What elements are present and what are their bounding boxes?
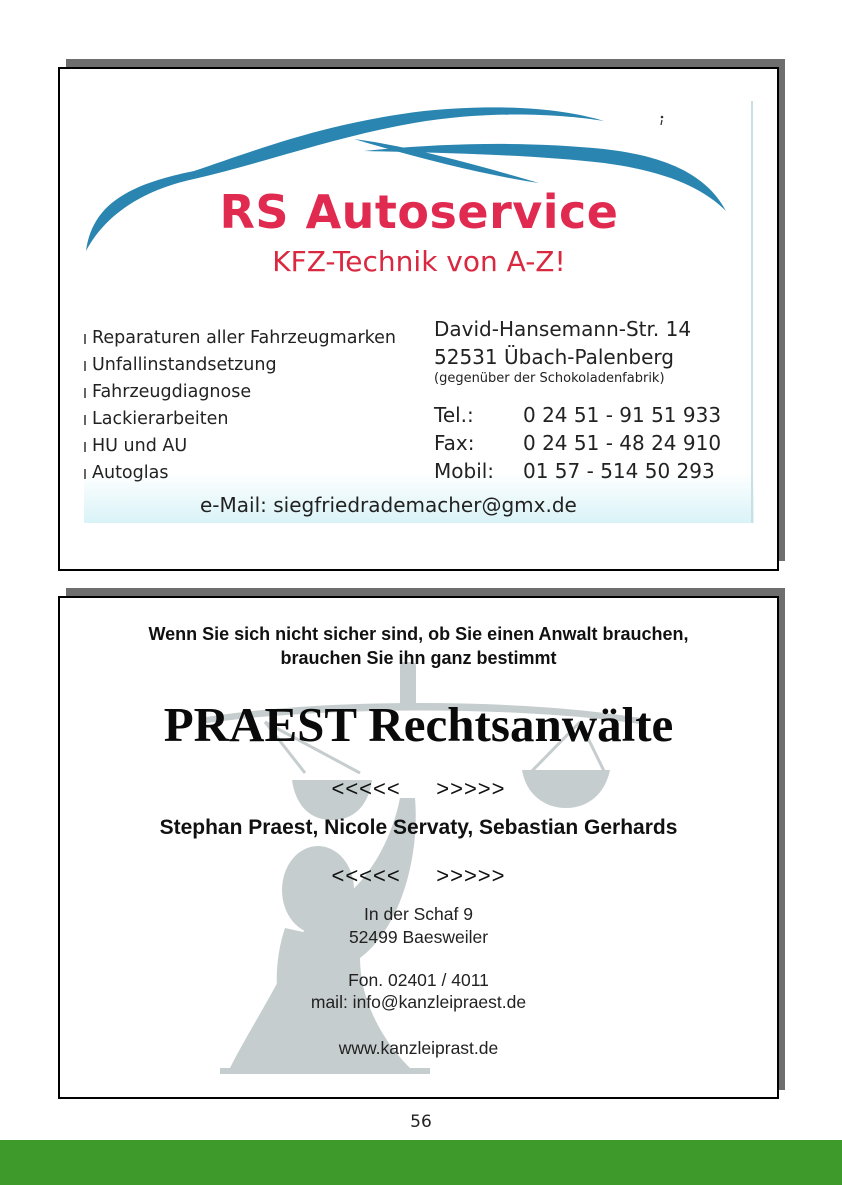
phone-number: 0 24 51 - 91 51 933: [523, 403, 722, 427]
separator: <<<<< >>>>>: [331, 863, 506, 888]
fax-row: [434, 429, 721, 457]
service-item: Unfallinstandsetzung: [84, 352, 396, 379]
service-item: Reparaturen aller Fahrzeugmarken: [84, 325, 396, 352]
street: In der Schaf 9: [364, 904, 473, 924]
separator: <<<<< >>>>>: [331, 776, 506, 801]
mobile-number: 01 57 - 514 50 293: [523, 459, 715, 483]
address-block: [434, 315, 691, 387]
service-item: Fahrzeugdiagnose: [84, 379, 396, 406]
services-list: [84, 325, 396, 487]
website: www.kanzleiprast.de: [338, 1038, 499, 1058]
slogan-line-2: brauchen Sie ihn ganz bestimmt: [280, 648, 557, 668]
city: 52499 Baesweiler: [348, 927, 489, 947]
mobile-label: Mobil:: [434, 459, 495, 483]
company-title: RS Autoservice: [219, 185, 619, 239]
page-number: 56: [410, 1112, 432, 1132]
phone-row: [434, 401, 721, 429]
phone: Fon. 02401 / 4011: [348, 970, 489, 990]
phone-label: Tel.:: [434, 403, 474, 427]
location-note: (gegenüber der Schokoladenfabrik): [434, 371, 665, 386]
contact-block: [434, 401, 721, 485]
email-line: e-Mail: siegfriedrademacher@gmx.de: [200, 493, 577, 517]
company-slogan: KFZ-Technik von A-Z!: [272, 245, 566, 278]
street: David-Hansemann-Str. 14: [434, 317, 692, 341]
lawyer-names: Stephan Praest, Nicole Servaty, Sebastian Gerhards: [159, 816, 678, 839]
service-item: Autoglas: [84, 460, 396, 487]
ad-rs-autoservice: [58, 67, 779, 571]
card-edge: [751, 101, 753, 523]
slogan-line-1: Wenn Sie sich nicht sicher sind, ob Sie einen Anwalt brauchen,: [148, 624, 689, 644]
service-item: Lackierarbeiten: [84, 406, 396, 433]
mobile-row: [434, 457, 721, 485]
ad-praest-rechtsanwaelte: [58, 596, 779, 1099]
footer-band: [0, 1140, 842, 1185]
business-card-rs: [84, 99, 754, 523]
service-item: HU und AU: [84, 433, 396, 460]
fax-label: Fax:: [434, 431, 475, 455]
city: 52531 Übach-Palenberg: [434, 345, 674, 369]
firm-title: PRAEST Rechtsanwälte: [163, 697, 674, 752]
slogan: [60, 622, 777, 670]
email: mail: info@kanzleipraest.de: [310, 992, 527, 1012]
justitia-scales-icon: [60, 598, 777, 1097]
fax-number: 0 24 51 - 48 24 910: [523, 431, 722, 455]
